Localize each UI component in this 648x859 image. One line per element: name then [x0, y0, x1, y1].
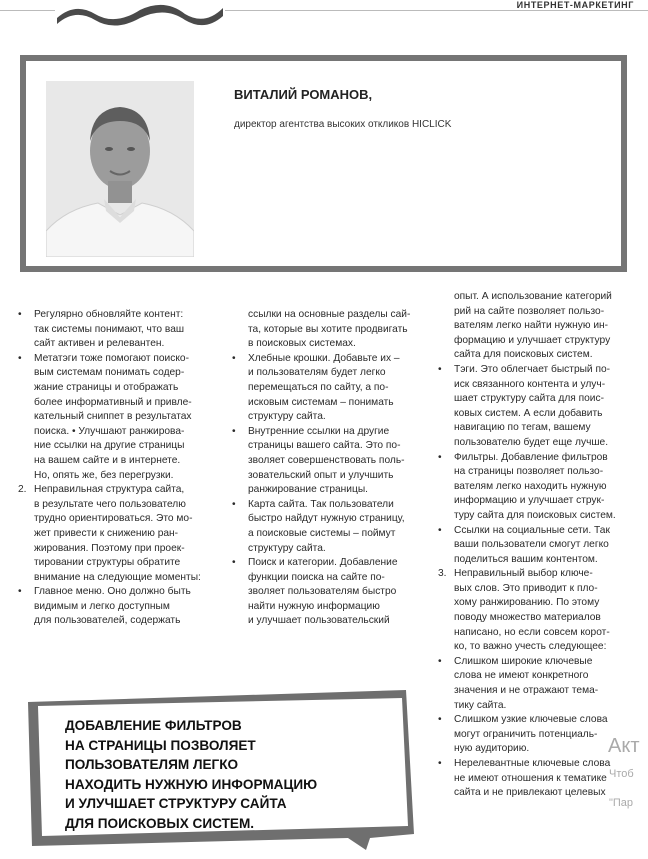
text-line: Но, опять же, без перегрузки. — [34, 469, 174, 481]
list-marker: 2. — [18, 484, 27, 496]
text-line: страницы вашего сайта. Это по- — [248, 440, 401, 452]
text-line: трудно ориентироваться. Это мо- — [34, 513, 193, 525]
text-line: ссылки на основные разделы сай- — [248, 309, 411, 320]
text-line: структуру сайта. — [248, 411, 326, 423]
text-line: ваши пользователи смогут легко — [454, 539, 609, 551]
list-item — [438, 524, 638, 568]
text-line: ние ссылки на другие страницы — [34, 440, 185, 452]
pull-quote-line: ДЛЯ ПОИСКОВЫХ СИСТЕМ. — [65, 815, 255, 831]
text-line: Нерелевантные ключевые слова — [454, 758, 611, 769]
list-item — [438, 451, 638, 524]
text-line: вых слов. Это приводит к пло- — [454, 582, 598, 594]
text-line: зволяет пользователям быстро — [248, 586, 397, 598]
list-marker: 3. — [438, 568, 447, 580]
author-name: ВИТАЛИЙ РОМАНОВ, — [234, 87, 373, 102]
text-line: быстро найдут нужную страницу, — [248, 513, 405, 525]
text-line: не имеют отношения к тематике — [454, 772, 607, 784]
list-item — [18, 308, 223, 352]
text-line: найти нужную информацию — [248, 600, 380, 612]
author-role: директор агентства высоких откликов HICLICK — [234, 119, 452, 130]
pull-quote-line: И УЛУЧШАЕТ СТРУКТУРУ САЙТА — [65, 796, 287, 812]
text-line: вателям легко найти нужную ин- — [454, 320, 609, 332]
text-line: пользователю будет еще лучше. — [454, 436, 609, 448]
list-item — [232, 425, 428, 498]
pull-quote-line: ДОБАВЛЕНИЕ ФИЛЬТРОВ — [65, 718, 242, 733]
text-line: хому ранжированию. По этому — [454, 597, 600, 609]
text-line: ковых систем. А если добавить — [454, 407, 603, 419]
text-line: для пользователей, содержать — [34, 615, 181, 627]
text-line: внимание на следующие моменты: — [34, 571, 201, 583]
article-column-3 — [438, 290, 638, 801]
list-item — [438, 567, 638, 655]
list-marker: • — [438, 655, 442, 667]
list-marker: • — [438, 758, 442, 769]
text-line: вателям легко находить нужную — [454, 480, 607, 492]
text-line: ную аудиторию. — [454, 743, 530, 755]
text-line: Поиск и категории. Добавление — [248, 557, 398, 569]
text-line: Метатэги тоже помогают поиско- — [34, 352, 189, 364]
text-line: значения и не отражают тема- — [454, 685, 599, 697]
list-marker: • — [232, 557, 236, 569]
pull-quote-line: НАХОДИТЬ НУЖНУЮ ИНФОРМАЦИЮ — [65, 776, 318, 792]
text-line: кательный сниппет в результатах — [34, 411, 192, 423]
text-line: сайта для поисковых систем. — [454, 349, 593, 361]
list-marker: • — [18, 352, 22, 364]
text-line: Слишком узкие ключевые слова — [454, 714, 608, 726]
pull-quote-text — [65, 716, 395, 834]
text-line: а поисковые системы – поймут — [248, 527, 396, 539]
text-line: слова не имеют конкретного — [454, 670, 589, 682]
list-marker: • — [438, 524, 442, 536]
list-item — [438, 290, 638, 363]
text-line: Слишком широкие ключевые — [454, 655, 593, 667]
text-line: жирования. Поэтому при проек- — [34, 542, 185, 554]
list-marker: • — [438, 714, 442, 726]
list-item — [438, 363, 638, 451]
text-line: функции поиска на сайте по- — [248, 571, 385, 583]
text-line: информацию и улучшает струк- — [454, 495, 605, 507]
text-line: Тэги. Это облегчает быстрый по- — [454, 363, 611, 375]
text-line: видимым и легко доступным — [34, 600, 170, 612]
text-line: на страницы позволяет пользо- — [454, 466, 604, 478]
pull-quote-line: ПОЛЬЗОВАТЕЛЯМ ЛЕГКО — [65, 757, 239, 773]
text-line: формацию и улучшает структуру — [454, 334, 611, 346]
list-item — [438, 757, 638, 801]
text-line: тику сайта. — [454, 699, 507, 711]
activation-watermark-line: Чтоб — [609, 768, 634, 780]
text-line: зовательский опыт и улучшить — [248, 469, 394, 481]
text-line: та, которые вы хотите продвигать — [248, 323, 408, 335]
text-line: рий на сайте позволяет пользо- — [454, 305, 605, 317]
list-item — [232, 308, 428, 352]
text-line: в поисковых системах. — [248, 338, 356, 350]
text-line: ко, то важно учесть следующее: — [454, 641, 607, 653]
list-item — [18, 483, 223, 585]
list-marker: • — [18, 309, 22, 320]
text-line: сайта и не привлекают целевых — [454, 787, 606, 799]
text-line: иск связанного контента и улуч- — [454, 378, 606, 390]
text-line: Хлебные крошки. Добавьте их – — [248, 352, 400, 364]
activation-watermark-line: "Пар — [609, 797, 634, 809]
text-line: вым системам понимать содер- — [34, 367, 185, 379]
text-line: более информативный и привле- — [34, 396, 192, 408]
text-line: Неправильная структура сайта, — [34, 484, 185, 496]
list-marker: • — [232, 352, 236, 364]
text-line: Ссылки на социальные сети. Так — [454, 524, 610, 536]
text-line: Карта сайта. Так пользователи — [248, 498, 394, 510]
text-line: исковым системам – понимать — [248, 396, 394, 408]
section-label: ИНТЕРНЕТ-МАРКЕТИНГ — [509, 0, 634, 10]
text-line: написано, но если совсем корот- — [454, 626, 610, 638]
list-marker: • — [232, 498, 236, 510]
list-item — [232, 352, 428, 425]
author-box — [20, 55, 627, 272]
list-marker: • — [18, 586, 22, 598]
list-item — [18, 585, 223, 629]
text-line: тировании структуры обратите — [34, 557, 181, 569]
text-line: Фильтры. Добавление фильтров — [454, 451, 608, 463]
text-line: в результате чего пользователю — [34, 498, 186, 510]
text-line: и пользователям будет легко — [248, 367, 386, 379]
text-line: перемещаться по сайту, а по- — [248, 381, 389, 393]
text-line: Регулярно обновляйте контент: — [34, 309, 184, 320]
text-line: сайт активен и релевантен. — [34, 338, 165, 350]
author-photo — [46, 81, 194, 257]
text-line: туру сайта для поисковых систем. — [454, 509, 616, 521]
list-item — [232, 556, 428, 629]
text-line: так системы понимают, что ваш — [34, 323, 185, 335]
text-line: зволяет совершенствовать поль- — [248, 454, 405, 466]
article-column-2 — [232, 308, 428, 629]
list-item — [438, 655, 638, 713]
list-item — [18, 352, 223, 483]
text-line: могут ограничить потенциаль- — [454, 728, 598, 740]
text-line: Внутренние ссылки на другие — [248, 425, 390, 437]
text-line: опыт. А использование категорий — [454, 291, 612, 302]
pull-quote — [18, 686, 418, 851]
list-item — [232, 498, 428, 556]
text-line: шает структуру сайта для поис- — [454, 393, 604, 405]
article-column-1 — [18, 308, 223, 629]
list-marker: • — [438, 451, 442, 463]
text-line: поиска. • Улучшают ранжирова- — [34, 425, 185, 437]
list-marker: • — [438, 363, 442, 375]
text-line: Главное меню. Оно должно быть — [34, 586, 191, 598]
text-line: ранжирование страницы. — [248, 484, 368, 496]
list-marker: • — [232, 425, 236, 437]
text-line: навигацию по тегам, вашему — [454, 422, 591, 434]
text-line: на вашем сайте и в интернете. — [34, 454, 181, 466]
text-line: и улучшает пользовательский — [248, 615, 390, 627]
pull-quote-line: НА СТРАНИЦЫ ПОЗВОЛЯЕТ — [65, 737, 256, 753]
activation-watermark-title: Акт — [608, 735, 640, 757]
text-line: жет привести к снижению ран- — [34, 527, 179, 539]
text-line: Неправильный выбор ключе- — [454, 568, 593, 580]
text-line: поводу множество материалов — [454, 612, 601, 624]
text-line: структуру сайта. — [248, 542, 326, 554]
header-wave-ornament — [55, 2, 225, 26]
text-line: поделиться вашим контентом. — [454, 553, 598, 565]
text-line: жание страницы и отображать — [34, 381, 179, 393]
